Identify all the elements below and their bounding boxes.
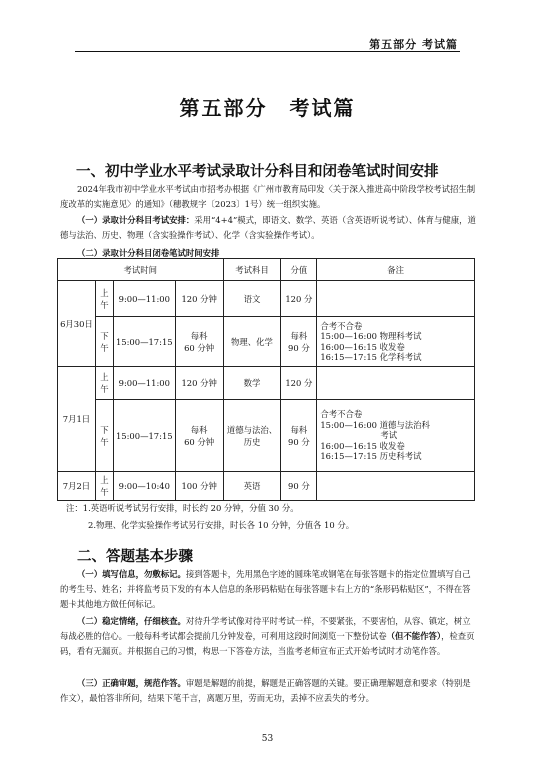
subject-line: 道德与法治、 <box>226 424 278 435</box>
note-cell <box>317 317 475 367</box>
score-cell <box>281 317 317 367</box>
period-cell: 下午 <box>95 400 113 472</box>
step-2-label: （二）稳定情绪，仔细核查。 <box>77 616 186 626</box>
score-line: 每科 <box>290 330 308 341</box>
subject-cell: 英语 <box>223 472 281 501</box>
time-cell: 9:00—11:00 <box>113 367 175 400</box>
note-line: 16:00—16:15 收发卷 <box>320 341 405 352</box>
time-cell: 15:00—17:15 <box>113 400 175 472</box>
date-cell: 7月2日 <box>58 472 96 501</box>
note-line: 16:15—17:15 历史科考试 <box>320 451 422 462</box>
note-line: 考试 <box>380 430 398 441</box>
header-score: 分值 <box>281 259 317 281</box>
table-header-row <box>58 259 475 281</box>
subject-cell <box>223 400 281 472</box>
exam-schedule-table <box>57 258 475 501</box>
note-cell <box>317 367 475 400</box>
header-label: 第五部分 考试篇 <box>369 38 458 51</box>
section-2-heading: 二、答题基本步骤 <box>77 549 193 565</box>
intro-paragraph: 2024年我市初中学业水平考试由市招考办根据《广州市教育局印发〈关于深入推进高中阶段学校考试招生制度改革的实施意见〉的通知》（穗教规字〔2023〕1号）统一组织实施。 <box>60 184 476 209</box>
table-row <box>58 281 475 317</box>
duration-line: 60 分钟 <box>184 342 215 353</box>
step-2-text-a: 对待升学考试像对待平时考试一样，不要紧张，不要害怕，从容、镇定，树立每战必胜的信心。一般每科考试都会提前几分钟发卷，可利用这段时间浏览一下整份试卷 <box>60 616 471 641</box>
step-2-text-b: ，检查页码，看有无漏页。并根据自己的习惯，构思一下答卷方法，当监考老师宣布正式开始考试时才动笔作答。 <box>60 631 475 656</box>
score-cell <box>281 400 317 472</box>
section-1-heading: 一、初中学业水平考试录取计分科目和闭卷笔试时间安排 <box>76 164 439 180</box>
period-cell: 下午 <box>95 317 113 367</box>
item-1-label: （一）录取计分科目考试安排： <box>77 215 195 225</box>
time-cell: 15:00—17:15 <box>113 317 175 367</box>
score-cell: 120 分 <box>281 367 317 400</box>
item-2-caption: （二）录取计分科目闭卷笔试时间安排 <box>77 248 220 258</box>
header-subject: 考试科目 <box>223 259 281 281</box>
note-cell <box>317 281 475 317</box>
subject-line: 历史 <box>243 436 261 447</box>
table-row <box>58 317 475 367</box>
duration-cell <box>175 317 223 367</box>
subject-cell: 物理、化学 <box>223 317 281 367</box>
item-1-text: 采用“4+4”模式，即语文、数学、英语（含英语听说考试）、体育与健康，道德与法治、历史、物理（含实验操作考试）、化学（含实验操作考试）。 <box>60 215 476 240</box>
subject-cell: 语文 <box>223 281 281 317</box>
score-line: 每科 <box>290 424 308 435</box>
score-cell: 120 分 <box>281 281 317 317</box>
page-number: 53 <box>261 734 274 744</box>
note-line: 16:15—17:15 化学科考试 <box>320 352 422 362</box>
step-2-bold: （但不能作答） <box>386 631 442 641</box>
table-row <box>58 400 475 472</box>
date-cell: 6月30日 <box>58 281 96 367</box>
step-3-paragraph <box>60 676 476 706</box>
step-3-label: （三）正确审题，规范作答。 <box>77 678 186 688</box>
period-cell: 上午 <box>95 472 113 501</box>
period-cell: 上午 <box>95 281 113 317</box>
duration-line: 每科 <box>190 424 208 435</box>
note-line: 15:00—16:00 物理科考试 <box>320 331 422 341</box>
duration-line: 60 分钟 <box>184 436 215 447</box>
note-line: 16:00—16:15 收发卷 <box>320 440 405 451</box>
running-header <box>75 33 460 52</box>
note-line: 15:00—16:00 道德与法治科 <box>320 419 430 430</box>
score-line: 90 分 <box>288 342 310 353</box>
score-line: 90 分 <box>288 436 310 447</box>
note-cell <box>317 472 475 501</box>
step-2-paragraph <box>60 614 476 659</box>
duration-cell: 100 分钟 <box>175 472 223 501</box>
period-cell: 上午 <box>95 367 113 400</box>
step-3-text: 审题是解题的前提，解题是正确答题的关键。要正确理解题意和要求（特别是作文），最怕答非所问，结果下笔千言，离题万里，劳而无功，丢掉不应丢失的考分。 <box>60 678 471 703</box>
table-row <box>58 472 475 501</box>
note-line: 合考不合卷 <box>320 409 363 420</box>
step-1-label: （一）填写信息，勿敷标记。 <box>77 569 186 579</box>
time-cell: 9:00—10:40 <box>113 472 175 501</box>
table-row <box>58 367 475 400</box>
duration-cell <box>175 400 223 472</box>
item-1-paragraph <box>60 213 476 243</box>
note-line: 合考不合卷 <box>320 320 363 331</box>
duration-cell: 120 分钟 <box>175 367 223 400</box>
duration-line: 每科 <box>190 330 208 341</box>
date-cell: 7月1日 <box>58 367 96 472</box>
table-note-2: 2.物理、化学实验操作考试另行安排，时长各 10 分钟，分值各 10 分。 <box>88 520 355 530</box>
header-exam-time: 考试时间 <box>58 259 224 281</box>
duration-cell: 120 分钟 <box>175 281 223 317</box>
part-title: 第五部分 考试篇 <box>179 96 356 120</box>
header-note: 备注 <box>317 259 475 281</box>
time-cell: 9:00—11:00 <box>113 281 175 317</box>
table-note-1: 注：1.英语听说考试另行安排，时长约 20 分钟，分值 30 分。 <box>66 503 299 513</box>
step-1-text: 接到答题卡，先用黑色字迹的圆珠笔或钢笔在每张答题卡的指定位置填写自己的考生号、姓名；并将监考员下发的有本人信息的条形码粘贴在每张答题卡右上方的“条形码粘贴区”，不得在答题卡其他地方做任何标记。 <box>60 569 471 609</box>
subject-cell: 数学 <box>223 367 281 400</box>
score-cell: 90 分 <box>281 472 317 501</box>
note-cell <box>317 400 475 472</box>
step-1-paragraph <box>60 567 476 612</box>
